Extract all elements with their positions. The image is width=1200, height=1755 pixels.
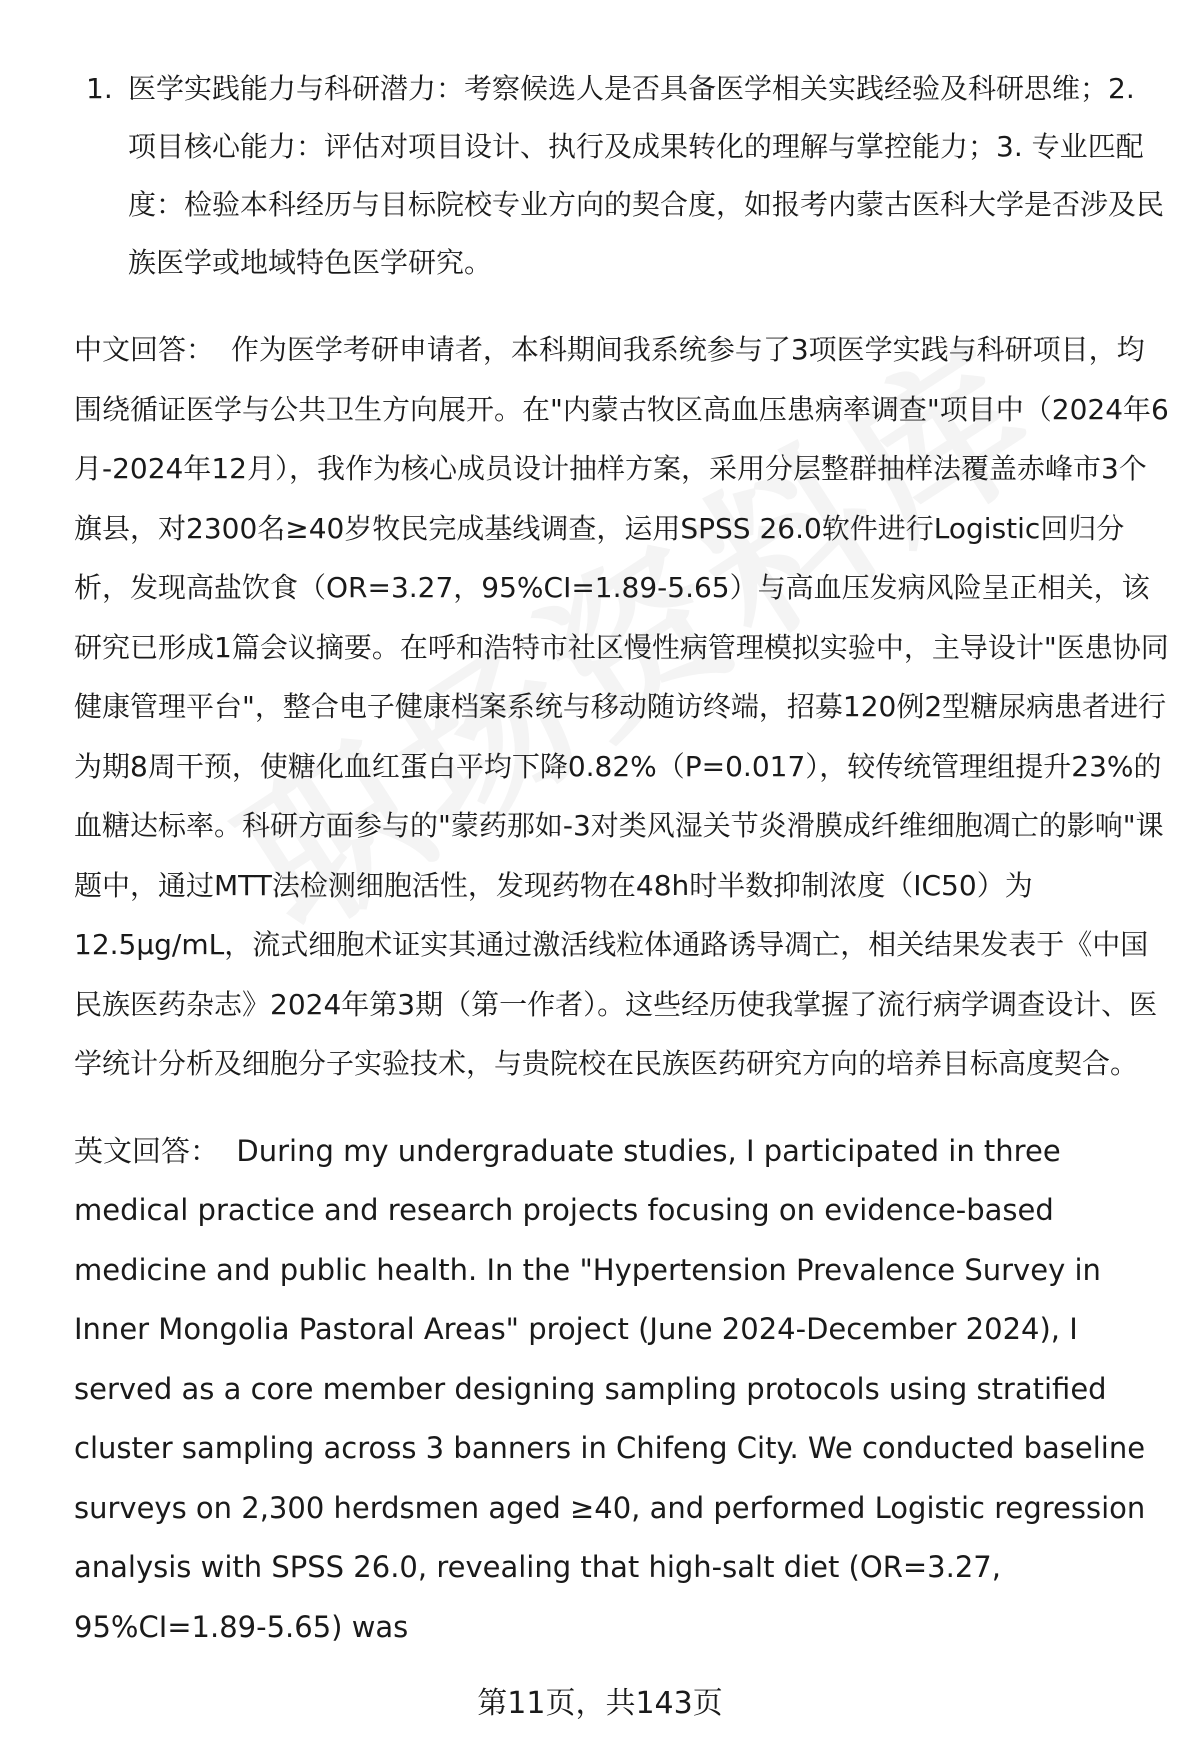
page-content <box>74 60 1170 1657</box>
english-answer-text: During my undergraduate studies, I participated in three medical practice and research projects focusing on evidence-based medicine and public health. In the "Hypertension Prevalence Survey in Inner Mongolia Pastoral Areas" project (June 2024-December 2024), I served as a core member designing sampling protocols using stratified cluster sampling across 3 banners in Chifeng City. We conducted baseline surveys on 2,300 herdsmen aged ≥40, and performed Logistic regression analysis with SPSS 26.0, revealing that high-salt diet (OR=3.27, 95%CI=1.89-5.65) was <box>74 1133 1146 1644</box>
english-answer-paragraph <box>74 1122 1170 1658</box>
criteria-text: 医学实践能力与科研潜力：考察候选人是否具备医学相关实践经验及科研思维；2. 项目核心能力：评估对项目设计、执行及成果转化的理解与掌控能力；3. 专业匹配度：检验本科经历与目标院校专业方向的契合度，如报考内蒙古医科大学是否涉及民族医学或地域特色医学研究。 <box>128 72 1165 279</box>
chinese-answer-text: 作为医学考研申请者，本科期间我系统参与了3项医学实践与科研项目，均围绕循证医学与公共卫生方向展开。在"内蒙古牧区高血压患病率调查"项目中（2024年6月-2024年12月），我作为核心成员设计抽样方案，采用分层整群抽样法覆盖赤峰市3个旗县，对2300名≥40岁牧民完成基线调查，运用SPSS 26.0软件进行Logistic回归分析，发现高盐饮食（OR=3.27，95%CI=1.89-5.65）与高血压发病风险呈正相关，该研究已形成1篇会议摘要。在呼和浩特市社区慢性病管理模拟实验中，主导设计"医患协同健康管理平台"，整合电子健康档案系统与移动随访终端，招募120例2型糖尿病患者进行为期8周干预，使糖化血红蛋白平均下降0.82%（P=0.017），较传统管理组提升23%的血糖达标率。科研方面参与的"蒙药那如-3对类风湿关节炎滑膜成纤维细胞凋亡的影响"课题中，通过MTT法检测细胞活性，发现药物在48h时半数抑制浓度（IC50）为12.5μg/mL，流式细胞术证实其通过激活线粒体通路诱导凋亡，相关结果发表于《中国民族医药杂志》2024年第3期（第一作者）。这些经历使我掌握了流行病学调查设计、医学统计分析及细胞分子实验技术，与贵院校在民族医药研究方向的培养目标高度契合。 <box>74 333 1169 1080</box>
page-number: 第11页，共143页 <box>477 1686 723 1721</box>
page-footer <box>0 1678 1200 1722</box>
list-number: 1. <box>86 72 113 105</box>
english-answer-label: 英文回答： <box>74 1133 220 1168</box>
criteria-list-item <box>74 60 1170 292</box>
chinese-answer-label: 中文回答： <box>74 333 215 366</box>
chinese-answer-paragraph <box>74 320 1170 1094</box>
